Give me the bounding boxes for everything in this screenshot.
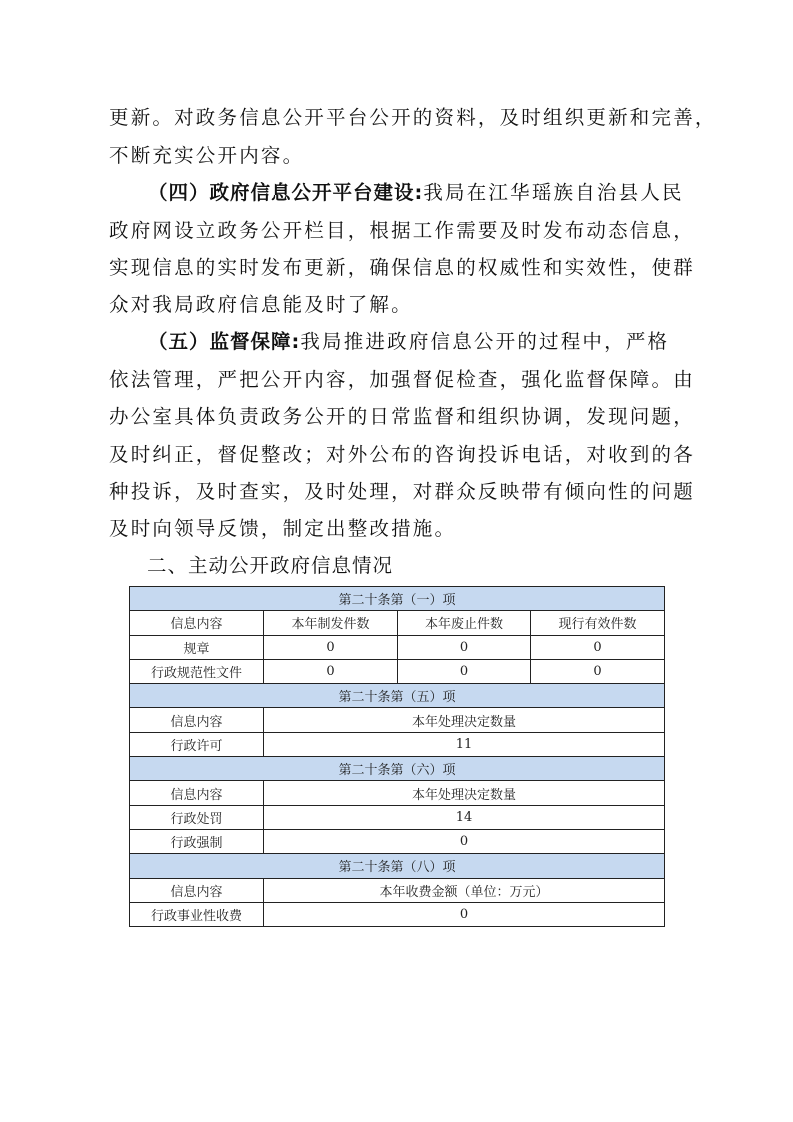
cell-value: 0 (531, 635, 665, 659)
table-row (130, 805, 665, 829)
text-line: 种投诉，及时查实，及时处理，对群众反映带有倾向性的问题 (109, 480, 695, 503)
cell-value: 0 (264, 659, 398, 683)
paragraph-4-heading: （四）政府信息公开平台建设: (148, 181, 424, 204)
cell-value: 0 (398, 635, 531, 659)
column-header: 现行有效件数 (531, 611, 665, 635)
column-header: 信息内容 (130, 611, 264, 635)
cell-value: 0 (398, 659, 531, 683)
section-title: 第二十条第（一）项 (130, 587, 665, 611)
paragraph-4-first-line (148, 181, 689, 205)
table-row (130, 902, 665, 926)
table-row (130, 659, 665, 683)
section-title: 第二十条第（八）项 (130, 854, 665, 878)
column-header: 本年处理决定数量 (264, 708, 665, 732)
column-header: 本年处理决定数量 (264, 781, 665, 805)
text-span: 我局在江华瑶族自治县人民 (423, 181, 684, 204)
row-label: 行政事业性收费 (130, 902, 264, 926)
column-header: 本年制发件数 (264, 611, 398, 635)
paragraph-5-heading: （五）监督保障: (148, 330, 301, 353)
section-title: 第二十条第（六）项 (130, 757, 665, 781)
paragraph-5-first-line (148, 330, 689, 354)
table-row (130, 829, 665, 853)
cell-value: 14 (264, 805, 665, 829)
column-header: 信息内容 (130, 781, 264, 805)
cell-value: 0 (264, 635, 398, 659)
row-label: 行政处罚 (130, 805, 264, 829)
cell-value: 11 (264, 732, 665, 756)
row-label: 规章 (130, 635, 264, 659)
row-label: 行政强制 (130, 829, 264, 853)
column-header: 本年废止件数 (398, 611, 531, 635)
table-row (130, 635, 665, 659)
row-label: 行政规范性文件 (130, 659, 264, 683)
row-label: 行政许可 (130, 732, 264, 756)
section-title: 第二十条第（五）项 (130, 684, 665, 708)
column-header: 信息内容 (130, 708, 264, 732)
disclosure-table (129, 586, 665, 927)
text-line: 办公室具体负责政务公开的日常监督和组织协调，发现问题， (109, 405, 695, 428)
section-heading: 二、主动公开政府信息情况 (147, 554, 394, 577)
text-span: 我局推进政府信息公开的过程中，严格 (300, 330, 670, 353)
cell-value: 0 (531, 659, 665, 683)
text-line: 政府网设立政务公开栏目，根据工作需要及时发布动态信息， (109, 219, 695, 242)
text-line: 依法管理，严把公开内容，加强督促检查，强化监督保障。由 (109, 368, 695, 391)
cell-value: 0 (264, 902, 665, 926)
text-line: 众对我局政府信息能及时了解。 (109, 293, 413, 316)
cell-value: 0 (264, 829, 665, 853)
text-line: 实现信息的实时发布更新，确保信息的权威性和实效性，使群 (109, 256, 695, 279)
text-line: 及时向领导反馈，制定出整改措施。 (109, 517, 457, 540)
text-line: 更新。对政务信息公开平台公开的资料，及时组织更新和完善， (109, 106, 717, 129)
column-header: 本年收费金额（单位：万元） (264, 878, 665, 902)
text-line: 不断充实公开内容。 (109, 144, 305, 167)
table-row (130, 732, 665, 756)
text-line: 及时纠正，督促整改；对外公布的咨询投诉电话，对收到的各 (109, 443, 695, 466)
column-header: 信息内容 (130, 878, 264, 902)
